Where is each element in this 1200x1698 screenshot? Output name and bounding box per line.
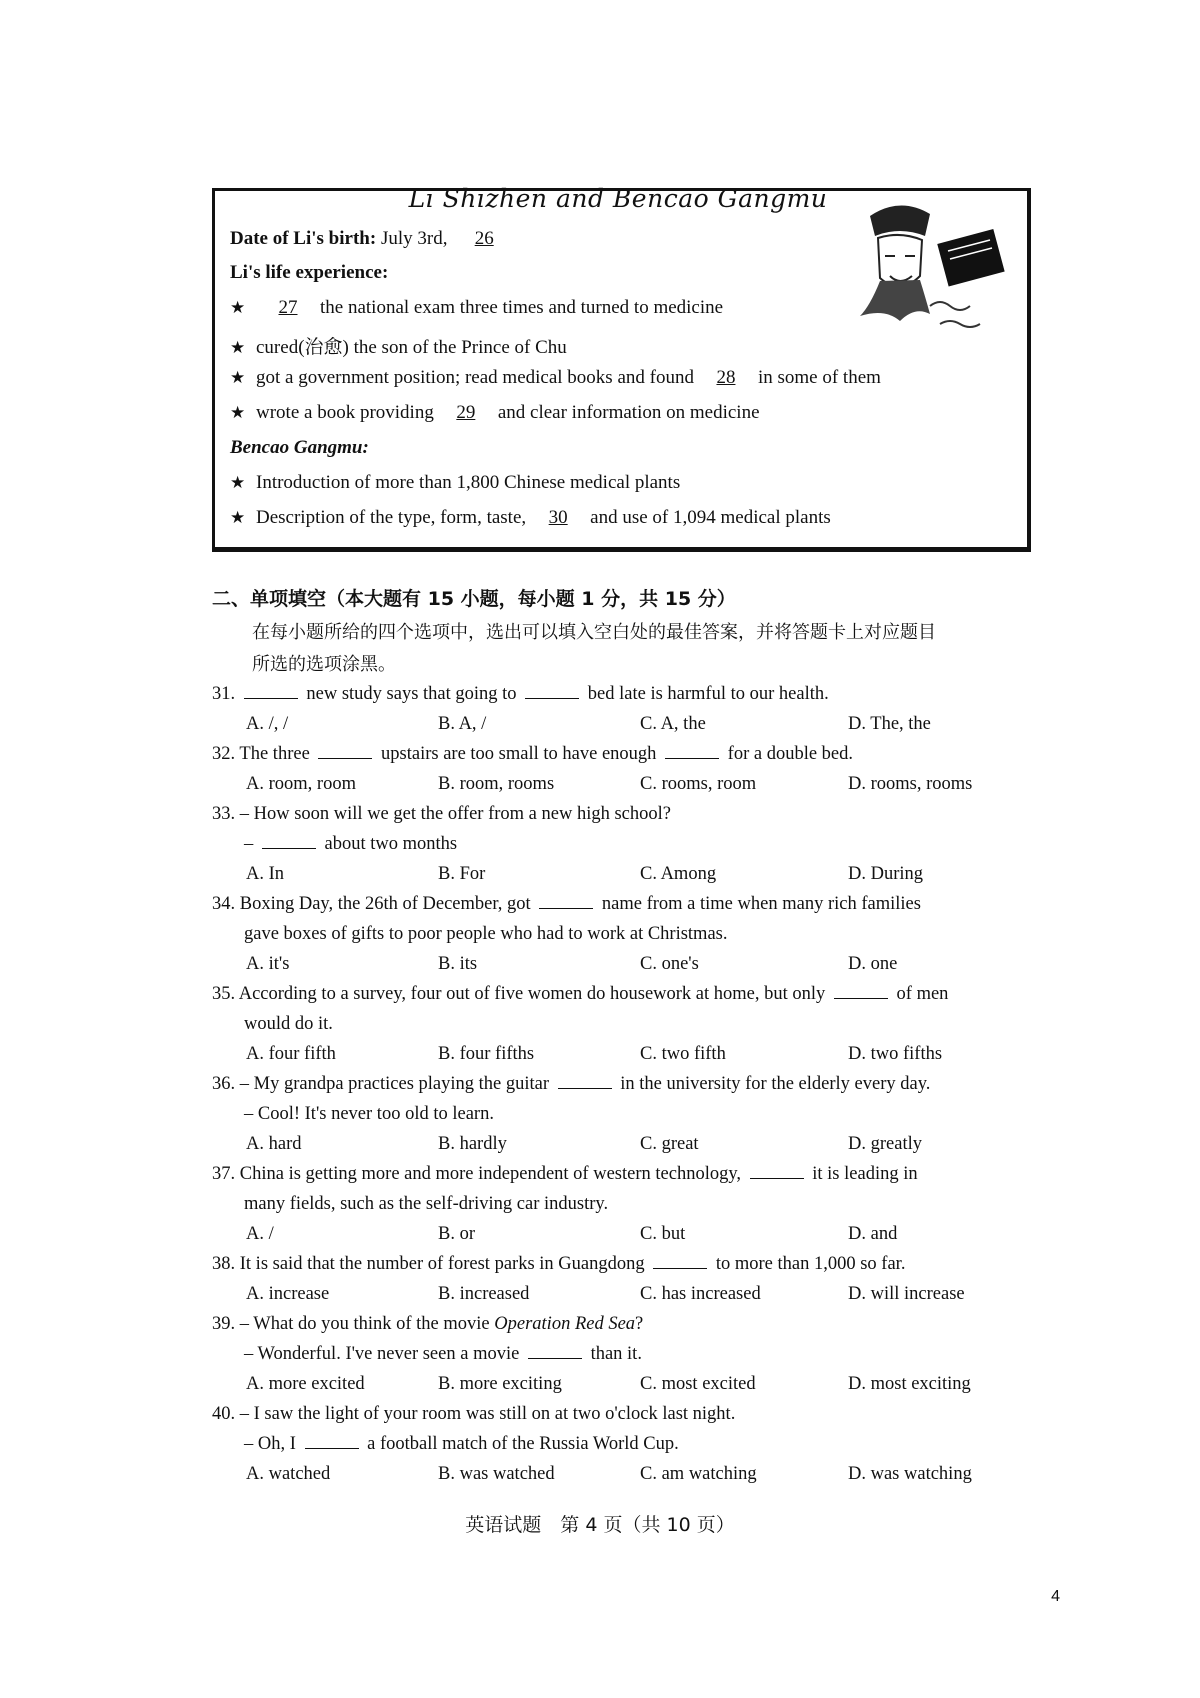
question-text: 39. – What do you think of the movie Operation Red Sea? bbox=[212, 1314, 644, 1334]
life-item-text: in some of them bbox=[757, 367, 881, 388]
answer-option: D. two fifths bbox=[848, 1044, 943, 1064]
life-item bbox=[230, 332, 567, 359]
life-item-text: the national exam three times and turned to medicine bbox=[320, 297, 724, 318]
life-item-text: and clear information on medicine bbox=[497, 402, 760, 423]
answer-blank bbox=[525, 684, 579, 699]
life-item-text: got a government position; read medical books and found bbox=[256, 367, 694, 388]
blank-26: 26 bbox=[474, 228, 494, 249]
question-text: 32. The three upstairs are too small to have enough for a double bed. bbox=[212, 744, 854, 764]
answer-option: B. more exciting bbox=[438, 1374, 562, 1394]
answer-option: A. / bbox=[246, 1224, 274, 1244]
answer-option: A. In bbox=[246, 864, 285, 884]
bencao-item-text: and use of 1,094 medical plants bbox=[590, 507, 831, 528]
movie-title: Operation Red Sea bbox=[494, 1314, 636, 1334]
answer-option: D. The, the bbox=[848, 714, 931, 734]
answer-option: A. it's bbox=[246, 954, 290, 974]
answer-blank bbox=[834, 984, 888, 999]
birth-line bbox=[230, 228, 516, 250]
question-text: 35. According to a survey, four out of five women do housework at home, but only of men bbox=[212, 984, 949, 1004]
answer-option: C. rooms, room bbox=[640, 774, 757, 794]
star-icon: ★ bbox=[230, 368, 246, 387]
star-icon: ★ bbox=[230, 473, 246, 492]
answer-option: B. its bbox=[438, 954, 478, 974]
answer-option: D. and bbox=[848, 1224, 898, 1244]
portrait-illustration bbox=[830, 196, 1010, 346]
answer-option: D. rooms, rooms bbox=[848, 774, 973, 794]
answer-option: D. most exciting bbox=[848, 1374, 971, 1394]
answer-option: B. or bbox=[438, 1224, 475, 1244]
bencao-item bbox=[230, 472, 680, 494]
birth-value: July 3rd, bbox=[380, 228, 448, 249]
question-text: gave boxes of gifts to poor people who had to work at Christmas. bbox=[244, 924, 728, 944]
answer-option: D. one bbox=[848, 954, 898, 974]
answer-option: C. most excited bbox=[640, 1374, 756, 1394]
question-text: 37. China is getting more and more independent of western technology, it is leading in bbox=[212, 1164, 918, 1184]
answer-option: A. increase bbox=[246, 1284, 330, 1304]
answer-blank bbox=[665, 744, 719, 759]
answer-option: A. room, room bbox=[246, 774, 356, 794]
question-text: 38. It is said that the number of forest parks in Guangdong to more than 1,000 so far. bbox=[212, 1254, 906, 1274]
answer-option: A. four fifth bbox=[246, 1044, 336, 1064]
question-text: 36. – My grandpa practices playing the guitar in the university for the elderly every day. bbox=[212, 1074, 931, 1094]
question-text: many fields, such as the self-driving car industry. bbox=[244, 1194, 609, 1214]
book-icon bbox=[937, 229, 1004, 287]
life-item bbox=[230, 367, 881, 389]
answer-blank bbox=[528, 1344, 582, 1359]
blank-30: 30 bbox=[548, 507, 568, 528]
answer-option: C. great bbox=[640, 1134, 699, 1154]
answer-option: B. was watched bbox=[438, 1464, 555, 1484]
box-title: Li Shizhen and Bencao Gangmu bbox=[408, 184, 828, 213]
answer-option: C. two fifth bbox=[640, 1044, 726, 1064]
life-item bbox=[230, 297, 723, 319]
answer-option: B. room, rooms bbox=[438, 774, 555, 794]
life-item bbox=[230, 402, 760, 424]
star-icon: ★ bbox=[230, 338, 246, 357]
question-text: – about two months bbox=[244, 834, 458, 854]
star-icon: ★ bbox=[230, 508, 246, 527]
life-label: Li's life experience: bbox=[230, 262, 389, 283]
answer-option: A. hard bbox=[246, 1134, 302, 1154]
answer-option: A. watched bbox=[246, 1464, 331, 1484]
question-text: 40. – I saw the light of your room was still on at two o'clock last night. bbox=[212, 1404, 736, 1424]
answer-option: B. four fifths bbox=[438, 1044, 535, 1064]
section-heading: 二、单项填空（本大题有 15 小题，每小题 1 分，共 15 分） bbox=[212, 588, 736, 610]
blank-29: 29 bbox=[456, 402, 476, 423]
answer-blank bbox=[305, 1434, 359, 1449]
answer-option: C. has increased bbox=[640, 1284, 761, 1304]
answer-option: B. For bbox=[438, 864, 486, 884]
question-text: – Cool! It's never too old to learn. bbox=[244, 1104, 494, 1124]
answer-option: D. During bbox=[848, 864, 924, 884]
answer-blank bbox=[244, 684, 298, 699]
question-text: 34. Boxing Day, the 26th of December, got name from a time when many rich families bbox=[212, 894, 921, 914]
answer-blank bbox=[750, 1164, 804, 1179]
page-number: 4 bbox=[1051, 1588, 1060, 1605]
question-text: 33. – How soon will we get the offer from a new high school? bbox=[212, 804, 671, 824]
answer-option: B. hardly bbox=[438, 1134, 507, 1154]
question-text: 31. new study says that going to bed late is harmful to our health. bbox=[212, 684, 829, 704]
question-text: – Wonderful. I've never seen a movie than it. bbox=[244, 1344, 642, 1364]
bencao-item-text: Introduction of more than 1,800 Chinese medical plants bbox=[256, 472, 681, 493]
answer-option: B. increased bbox=[438, 1284, 530, 1304]
answer-blank bbox=[262, 834, 316, 849]
section-instructions: 所选的选项涂黑。 bbox=[252, 654, 396, 675]
blank-28: 28 bbox=[716, 367, 736, 388]
answer-blank bbox=[318, 744, 372, 759]
answer-blank bbox=[558, 1074, 612, 1089]
answer-option: C. A, the bbox=[640, 714, 706, 734]
page-footer: 英语试题 第 4 页（共 10 页） bbox=[465, 1514, 735, 1536]
answer-option: A. more excited bbox=[246, 1374, 365, 1394]
star-icon: ★ bbox=[230, 298, 246, 317]
bencao-item bbox=[230, 507, 831, 529]
life-item-text: wrote a book providing bbox=[256, 402, 434, 423]
life-item-text: cured(治愈) the son of the Prince of Chu bbox=[256, 337, 567, 358]
answer-option: C. am watching bbox=[640, 1464, 757, 1484]
answer-option: C. Among bbox=[640, 864, 717, 884]
answer-blank bbox=[539, 894, 593, 909]
bencao-label: Bencao Gangmu: bbox=[230, 437, 369, 458]
answer-blank bbox=[653, 1254, 707, 1269]
answer-option: D. will increase bbox=[848, 1284, 965, 1304]
answer-option: C. one's bbox=[640, 954, 699, 974]
question-text: – Oh, I a football match of the Russia World Cup. bbox=[244, 1434, 679, 1454]
answer-option: A. /, / bbox=[246, 714, 289, 734]
answer-option: D. was watching bbox=[848, 1464, 972, 1484]
star-icon: ★ bbox=[230, 403, 246, 422]
question-text: would do it. bbox=[244, 1014, 333, 1034]
section-instructions: 在每小题所给的四个选项中，选出可以填入空白处的最佳答案，并将答题卡上对应题目 bbox=[252, 622, 936, 643]
bencao-item-text: Description of the type, form, taste, bbox=[256, 507, 527, 528]
answer-option: C. but bbox=[640, 1224, 686, 1244]
answer-option: B. A, / bbox=[438, 714, 487, 734]
answer-option: D. greatly bbox=[848, 1134, 922, 1154]
birth-label: Date of Li's birth: bbox=[230, 228, 377, 249]
blank-27: 27 bbox=[278, 297, 298, 318]
